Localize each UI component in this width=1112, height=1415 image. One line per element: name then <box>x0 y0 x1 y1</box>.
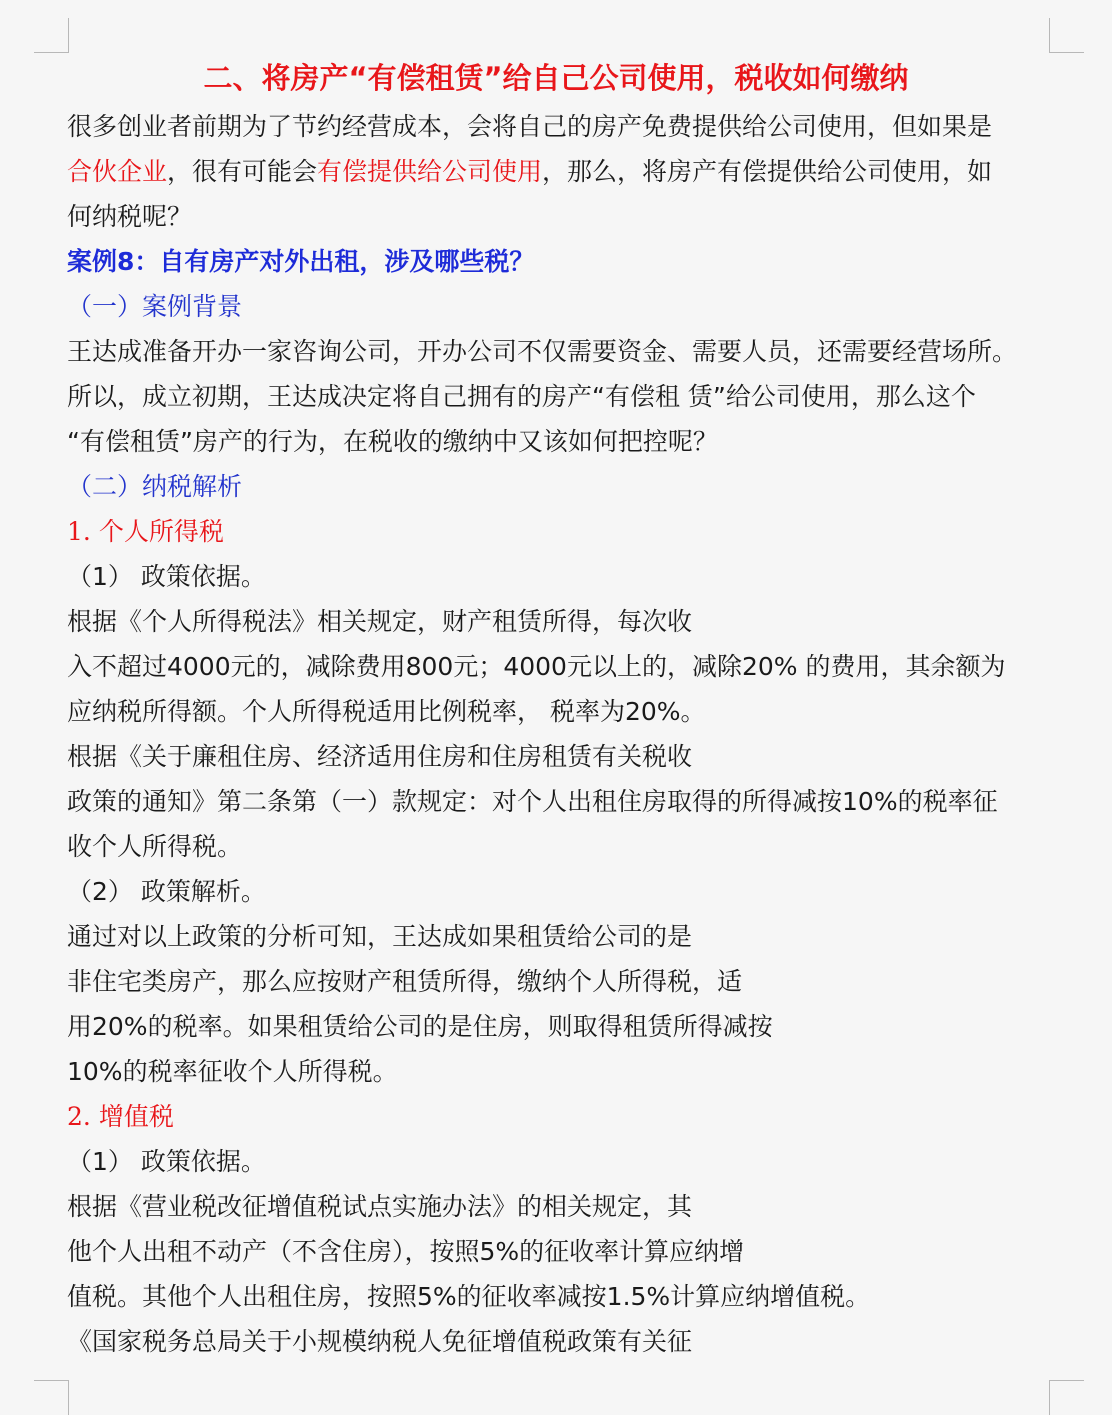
tax1-basis-label: （1） 政策依据。 <box>67 562 266 591</box>
tax2-basis-line-4: 《国家税务总局关于小规模纳税人免征增值税政策有关征 <box>67 1327 693 1356</box>
tax1-analysis-line-2: 非住宅类房产，那么应按财产租赁所得，缴纳个人所得税，适 <box>67 967 743 996</box>
tax2-basis-line-3: 值税。其他个人出租住房，按照5%的征收率减按1.5%计算应纳增值税。 <box>67 1282 871 1311</box>
intro-line-2-end: ，那么，将房产有偿提供给公司使用，如 <box>542 157 993 186</box>
tax1-analysis-line-4: 10%的税率征收个人所得税。 <box>67 1057 398 1086</box>
crop-mark-bottom-right <box>1049 1380 1084 1415</box>
tax2-basis-label: （1） 政策依据。 <box>67 1147 266 1176</box>
section-heading-background: （一）案例背景 <box>67 292 243 321</box>
background-line-2: 所以，成立初期，王达成决定将自己拥有的房产“有偿租 赁”给公司使用，那么这个 <box>67 382 976 411</box>
intro-line-3: 何纳税呢？ <box>67 202 193 231</box>
tax1-basis-line-1: 根据《个人所得税法》相关规定，财产租赁所得，每次收 <box>67 607 693 636</box>
crop-mark-top-left <box>34 18 69 53</box>
tax2-number: 2. <box>67 1102 91 1131</box>
intro-line-1: 很多创业者前期为了节约经营成本，会将自己的房产免费提供给公司使用，但如果是 <box>67 112 993 141</box>
tax2-heading <box>67 1094 1072 1139</box>
tax1-basis-line-2: 入不超过4000元的，减除费用800元；4000元以上的，减除20% 的费用，其余额为 <box>67 652 1006 681</box>
case-heading: 案例8：自有房产对外出租，涉及哪些税？ <box>67 247 535 276</box>
tax1-name: 个人所得税 <box>98 517 224 546</box>
tax1-analysis-label: （2） 政策解析。 <box>67 877 266 906</box>
background-line-1: 王达成准备开办一家咨询公司，开办公司不仅需要资金、需要人员，还需要经营场所。 <box>67 337 1018 366</box>
tax1-basis-line-3: 应纳税所得额。个人所得税适用比例税率， 税率为20%。 <box>67 697 706 726</box>
tax1-heading <box>67 509 1072 554</box>
highlight-paid-use: 有偿提供给公司使用 <box>317 157 543 186</box>
intro-line-2-mid: ，很有可能会 <box>167 157 318 186</box>
tax1-basis-line-5: 政策的通知》第二条第（一）款规定：对个人出租住房取得的所得减按10%的税率征 <box>67 787 998 816</box>
highlight-partnership: 合伙企业 <box>67 157 168 186</box>
background-line-3: “有偿租赁”房产的行为，在税收的缴纳中又该如何把控呢？ <box>67 427 718 456</box>
crop-mark-top-right <box>1049 18 1084 53</box>
document-title: 二、将房产“有偿租赁”给自己公司使用，税收如何缴纳 <box>203 61 909 95</box>
tax2-basis-line-2: 他个人出租不动产（不含住房），按照5%的征收率计算应纳增 <box>67 1237 745 1266</box>
tax1-basis-line-4: 根据《关于廉租住房、经济适用住房和住房租赁有关税收 <box>67 742 693 771</box>
crop-mark-bottom-left <box>34 1380 69 1415</box>
intro-line-2 <box>67 149 1072 194</box>
tax1-analysis-line-3: 用20%的税率。如果租赁给公司的是住房，则取得租赁所得减按 <box>67 1012 773 1041</box>
tax1-basis-line-6: 收个人所得税。 <box>67 832 243 861</box>
tax2-name: 增值税 <box>98 1102 174 1131</box>
tax1-number: 1. <box>67 517 91 546</box>
tax1-analysis-line-1: 通过对以上政策的分析可知，王达成如果租赁给公司的是 <box>67 922 693 951</box>
section-heading-analysis: （二）纳税解析 <box>67 472 243 501</box>
tax2-basis-line-1: 根据《营业税改征增值税试点实施办法》的相关规定，其 <box>67 1192 693 1221</box>
